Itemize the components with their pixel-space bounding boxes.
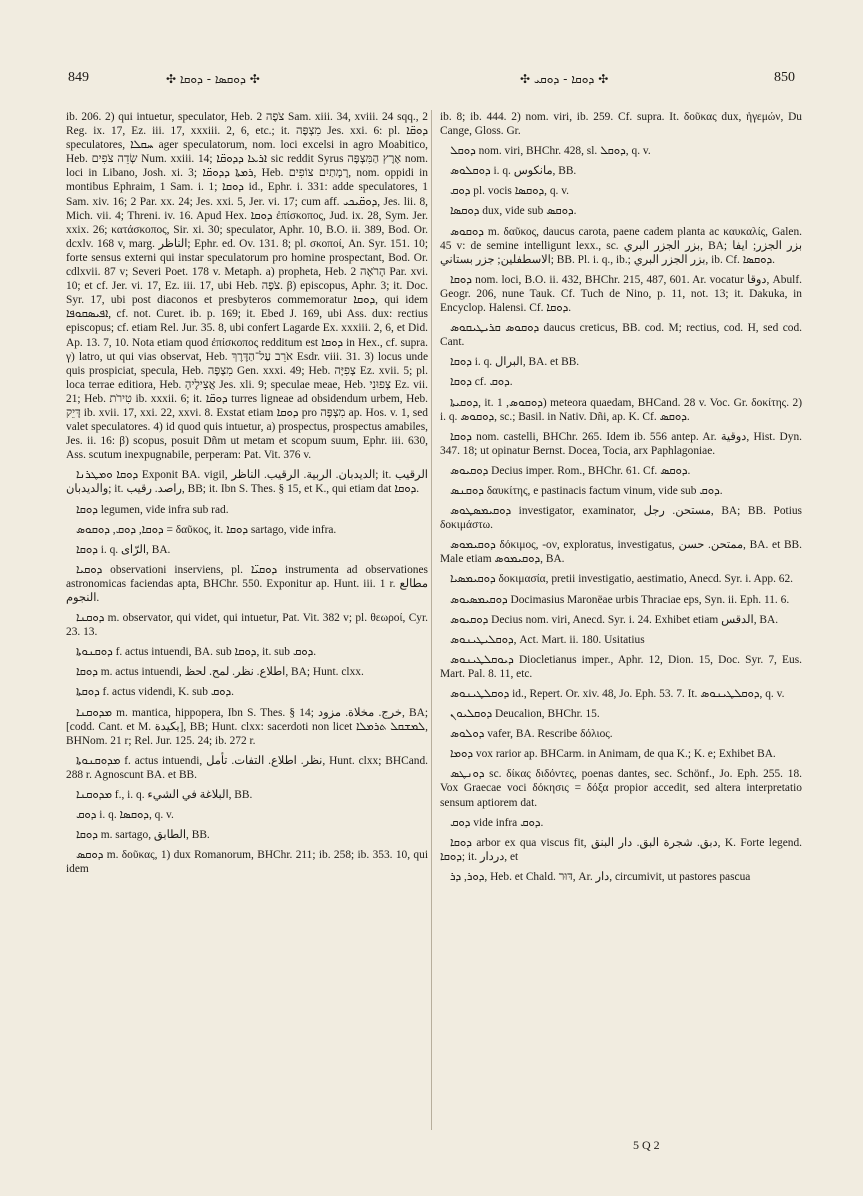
signature-mark: 5 Q 2 — [633, 1138, 660, 1152]
entry-paragraph: ܕܘܩܝܡܣܝܘܣ Docimasius Maronëae urbis Thraciae eps, Syn. ii. Eph. 11. 6. — [450, 593, 790, 606]
entry-paragraph: ܕܘܩܐ nom. loci, B.O. ii. 432, BHChr. 215, 487, 601. Ar. vocatur دوقا, Abulf. Geogr. 206, nune Tauk. Cf. Tuch de Nino, p. 11, not. 13; it. Dakuka, in Encyclop. Halensi. Cf. ܕܘܩܐ. — [440, 273, 802, 315]
entry-paragraph: ܕܘܩܠܝܛܝܢܘܣ, Act. Mart. ii. 180. Usitatius — [450, 633, 645, 646]
page-number-left: 849 — [68, 70, 89, 85]
entry-paragraph: ܕܘܩܠ nom. viri, BHChr. 428, sl. ܕܘܩܠ, q. v. — [450, 145, 651, 158]
entry-paragraph: ܕܘܩܣܐ dux, vide sub ܕܘܩܣ. — [450, 205, 577, 218]
entry-paragraph: ܕܘܩܐ cf. ܕܘܩ. — [450, 376, 513, 389]
entry-paragraph: ܕܘܩܬܐ f. actus videndi, K. sub ܕܘܩ. — [76, 686, 235, 699]
entry-paragraph: ܕܘܩܐ m. actus intuendi, اطلاع. نظر. لمح. لحظ, BA; Hunt. clxx. — [76, 666, 364, 679]
entry-paragraph: ܕܘܠܘܣ vafer, BA. Rescribe δόλιος. — [450, 728, 613, 741]
entry-paragraph: ܕܘܢܛܣ sc. δίκας διδόντες, poenas dantes, sec. Schönf., Jo. Eph. 255. 18. Vox Graecae voci δόκησις = δόξα propior accedit, sed altera interpretatio sensum aptiorem dat. — [440, 768, 802, 809]
entry-paragraph: ܡܕܘܩܢܐ f., i. q. البلاغة في الشيء, BB. — [76, 789, 253, 802]
page-number-right: 850 — [774, 70, 795, 85]
entry-paragraph: ܕܘܡܐ vox rarior ap. BHCarm. in Animam, de qua K.; K. e; Exhibet BA. — [450, 748, 776, 761]
entry-paragraph: ܕܘܩܝܘܣ Decius imper. Rom., BHChr. 61. Cf. ܕܘܩܣ. — [450, 464, 691, 477]
entry-paragraph: ܕܘܩܝܡܣܝܐ δοκιμασία, pretii investigatio, aestimatio, Anecd. Syr. i. App. 62. — [450, 573, 794, 586]
entry-paragraph: ܕܘܩ i. q. ܕܘܩܣܐ, q. v. — [76, 809, 174, 822]
entry-paragraph: ܡܕܘܩܢܘܬܐ f. actus intuendi, نظر. اطلاع. التفات. تأمل, Hunt. clxx; BHCand. 288 r. Agnoscunt BA. et BB. — [66, 754, 429, 781]
entry-paragraph: ܕܘܩܝܡܘܣ δόκιμος, -ον, exploratus, investigatus, ممتحن. حسن, BA. et BB. Male etiam ܕܘܩܝܡܘܣ, BA. — [440, 539, 803, 566]
right-column — [440, 110, 802, 890]
entry-paragraph: ib. 206. 2) qui intuetur, speculator, Heb. צֹפֶה 2 Sam. xiii. 34, xviii. 24 sqq., 2 Reg. ix. 17, Ez. iii. 17, xxxiii. 2, 6, etc.; it. מִצְפֶּה Jes. xxi. 6: pl. ܕܘܩ̈ܐ speculatores, ܚܩܠܐ ager speculatorum, nom. loci excelsi in agro Moabitico, Heb. שְׂדֵה צֹפִים Num. xxiii. 14; ܐܪܥܐ ܕܕܘܩ̈ܐ sic reddit Syrus אֶרֶץ הַמִּצְפָּה nom. loci in Libano, Josh. xi. 3; ܪܡܬܐ ܕܕܘܩ̈ܐ, Heb. רָמָתַיִם צוֹפִים, nom. oppidi in montibus Ephraim, 1 Sam. i. 1; ܕܘܩܐ id., Ephr. i. 331: adde speculatores, 1 Sam. xiv. 16; 2 Par. xx. 24; Jes. xxi. 5, Jer. vi. 17; cum aff. ܕܘܩ̈ܝܟܝ, Jes. lii. 8, Mich. vii. 4; Threni. iv. 16. Apud Hex. ܕܘܩܐ ἐπίσκοπος, Jud. ix. 28, Sym. Jer. xxix. 26; κατάσκοπος, Sir. xi. 30; speculator, Aphr. 10, B.O. ii. 389, Bod. Or. dcxlv. 168 v, marg. الناظر; Ephr. ed. Ov. 131. 8; pl. σκοποί, An. Syr. 151. 10; forte sensus externi qui instar speculatorum pro homine prospectant, Bod. Or. cdlxvii. 87 v; Severi Poet. 178 v. Metaph. a) propheta, Heb. הָרֹאֶה 2 Par. xvi. 10; et cf. Jer. vi. 17, Ez. iii. 17, ubi Heb. צֹפֶה. β) episcopus, Aphr. 3; it. Doc. Syr. 17, ubi post diaconos et presbyteros commemoratur ܕܘܩܐ, qui idem ܐܦܝܣܩܘܦܐ, cf. not. Curet. ib. p. 169; it. Ebed J. 169, ubi Ass. dux: rectius episcopus; cf. etiam Rel. Jur. 35. 8, ubi confert Lagarde Ex. xxxiii. 2, 6, et Did. Ap. 13. 7, 10. Nota etiam quod ἐπίσκοπος redditum est ܕܘܩܐ in Hex., cf. supra. γ) latro, ut qui vias observat, Heb. אֹרֵב עַל־הַדֶּרֶךְ Esdr. viii. 31. 3) locus unde quis prospiciat, specula, Heb. מִצְפָּה Gen. xxxi. 49; Heb. צְפִיָּה Ez. xvii. 5; pl. loca terrae editiora, Heb. אֲצִילֶיהָ Jes. xli. 9; speculae meae, Heb. צְפוּנִי Ez. vii. 21; Heb. טִירֹת ib. xxxii. 6; it. ܕܘܩ̈ܐ turres ligneae ad obsidendum urbem, Heb. דָּיֵק ib. xvii. 17, xxi. 22, xxvi. 8. Exstat etiam ܕܘܩܐ pro מִצְפֶּה ap. Hos. v. 1, sed valet speculatores. 4) id quod quis intuetur, a) prospectus, prospectus amabiles, Jes. ii. 16: β) scopus, posuit Dñm ut metam et scopum suum, Ephr. iii. 630, Ass. scutum inexpugnabile, perperam: Pat. Vit. 376 v. — [66, 111, 429, 462]
left-column — [66, 110, 428, 883]
entry-paragraph: ܡܕܘܩܢܐ m. mantica, hippopera, Ibn S. Thes. § 14; خرج. مخلاة. مزود, BA; [codd. Cant. et M. بكيدة], BB; Hunt. clxx: sacerdoti non licet ܠܡܫܩܠ ܬܪܡܠܐ, BHNom. 21 r; Rel. Jur. 125. 24; ib. 272 r. — [66, 706, 429, 747]
entry-paragraph: ܕܘܩܘܣ ܩܪܝܛܝܩܘܣ daucus creticus, BB. cod. M; rectius, cod. H, sed cod. Cant. — [440, 322, 802, 349]
entry-paragraph: ܕܘܩܣ m. δοῦκας, 1) dux Romanorum, BHChr. 211; ib. 258; ib. 353. 10, qui idem — [66, 849, 428, 876]
entry-paragraph: ܕܘܩܠܛܝܢܘܣ id., Repert. Or. xiv. 48, Jo. Eph. 53. 7. It. ܕܘܩܠܛܝܢܘܣ, q. v. — [450, 688, 785, 700]
entry-paragraph: ܕܘܩܐ legumen, vide infra sub rad. — [76, 503, 229, 516]
entry-paragraph: ܕܘܩܠܘܣ i. q. مانكوس, BB. — [450, 165, 577, 178]
entry-paragraph: ܕܘܩܐ i. q. البرال, BA. et BB. — [450, 356, 580, 369]
page-header — [0, 62, 863, 102]
entry-paragraph: ܕܘܩܠܝܘܢ Deucalion, BHChr. 15. — [450, 708, 600, 721]
entry-paragraph: ܕܘܩܐ, ܕܘܩ, ܕܘܩܘܣ = δαῦκος, it. ܕܘܩܐ sartago, vide infra. — [76, 523, 337, 536]
running-head-left: ✣ ܕܘܩܣܐ - ܕܘܩܐ ✣ — [166, 72, 260, 86]
entry-paragraph: ܕܘܩܝܬܐ, it. ܕܘܩܘܣ, 1) meteora quaedam, BHCand. 28 v. Voc. Gr. δοκίτης. 2) i. q. ܕܘܩܘܣ, sc.; Basil. in Nativ. Dñi, ap. K. Cf. ܕܘܩܣ. — [440, 396, 802, 423]
column-divider — [431, 110, 432, 1130]
entry-paragraph: ܕܘܩܐ arbor ex qua viscus fit, دبق. شجرة البق. دار البنق, K. Forte legend. ܕܘܩܐ; it. دردار, et — [440, 836, 802, 863]
entry-paragraph: ܕܘܩܢܘܬܐ f. actus intuendi, BA. sub ܕܘܩܐ, it. sub ܕܘܩ. — [76, 646, 317, 659]
entry-paragraph: ܕܘܩܢܐ m. observator, qui videt, qui intuetur, Pat. Vit. 382 v; pl. θεωροί, Cyr. 23. 13. — [66, 612, 428, 639]
entry-paragraph: ܕܘܩ pl. vocis ܕܘܩܣܐ, q. v. — [450, 185, 570, 198]
entry-paragraph: ܕܘܩܝܐ observationi inserviens, pl. ܕܘܩܝ̈ܐ instrumenta ad observationes astronomicas faciendas apta, BHChr. 550. Exponitur ap. Hunt. iii. 1 r. مطالع النجوم. — [66, 563, 428, 604]
entry-paragraph: ܕܘܩܝܘܣ Decius nom. viri, Anecd. Syr. i. 24. Exhibet etiam الدقس, BA. — [450, 613, 779, 626]
entry-paragraph: ܕܘܩܢܣ δαυκίτης, e pastinacis factum vinum, vide sub ܕܘܩ. — [450, 484, 723, 497]
running-head-right: ✣ ܕܘܩܐ - ܕܘܩܝ ✣ — [520, 72, 609, 86]
entry-paragraph: ܕܘܩܐ nom. castelli, BHChr. 265. Idem ib. 556 antep. Ar. دوقية, Hist. Dyn. 347. 18; ut opinatur Bernst. Docea, Tocia, arx Paphlagoniae. — [440, 430, 802, 457]
entry-paragraph: ܕܝܘܩܠܛܝܢܘܣ Diocletianus imper., Aphr. 12, Dion. 15, Doc. Syr. 7, Eus. Mart. Pal. 8. 11, etc. — [440, 653, 802, 680]
entry-paragraph: ܕܘܩܘܣ m. δαῦκος, daucus carota, paene cadem planta ac καυκαλίς, Galen. 45 v: de semine intelligunt lexx., sc. بزر الجزر البري, BA; بزر الجزر; ايفا الاسطفلين; جزر بستاني; BB. Pl. i. q., ib.; بزر الجزر البري, ib. Cf. ܕܘܩܣܐ. — [440, 225, 802, 266]
entry-paragraph: ܕܘܩܝܡܣܛܘܣ investigator, examinator, مستحن. رجل, BA; BB. Potius δοκιμάστω. — [440, 505, 802, 532]
entry-paragraph: ܕܘܩܐ ܘܡܛܪܢܐ Exponit BA. vigil, الديدبان. الربية. الرقيب. الناظر; it. الرقيب والديدبان; it. راصد. رقيب, BB; it. Ibn S. Thes. § 15, et K., qui etiam dat ܕܘܩܐ. — [66, 469, 428, 496]
entry-paragraph: ܕܘܩܐ i. q. الرّاى, BA. — [76, 543, 171, 556]
entry-paragraph: ib. 8; ib. 444. 2) nom. viri, ib. 259. Cf. supra. It. δοῦκας dux, ἡγεμών, Du Cange, Gloss. Gr. — [440, 111, 802, 138]
entry-paragraph: ܕܘܪ, ܕܪ, Heb. et Chald. דּוּר, Ar. دار, circumivit, ut pastores pascua — [450, 870, 751, 883]
entry-paragraph: ܕܘܩܐ m. sartago, الطابق, BB. — [76, 829, 210, 842]
entry-paragraph: ܕܘܩ vide infra ܕܘܩ. — [450, 816, 544, 829]
